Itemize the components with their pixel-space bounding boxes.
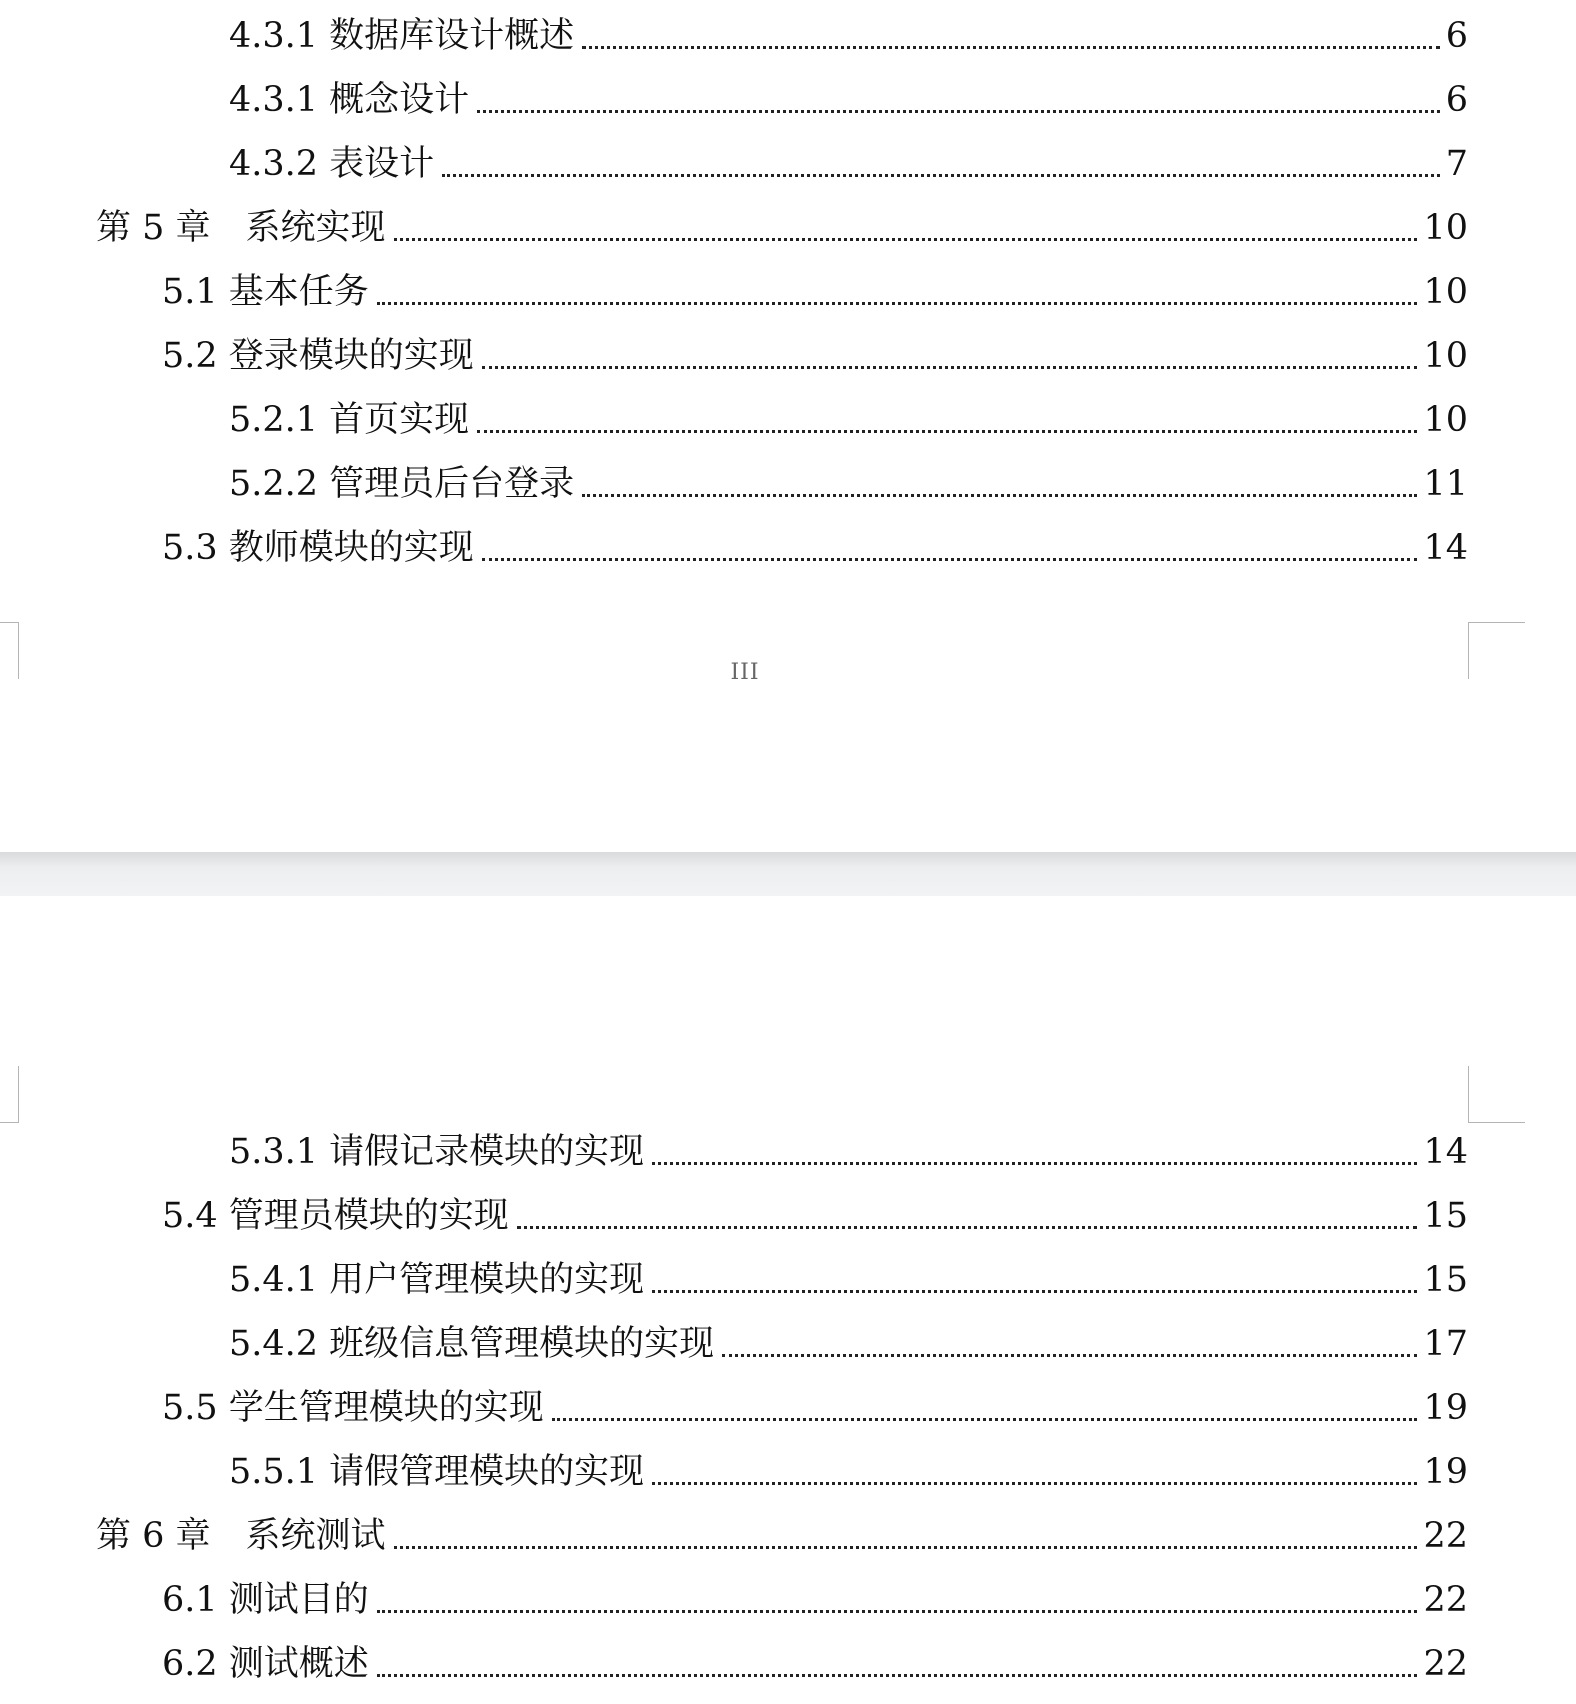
toc-entry-title: 第 5 章 系统实现	[96, 208, 386, 248]
toc-entry[interactable]	[229, 1440, 1468, 1492]
toc-leader-dots	[477, 110, 1440, 113]
toc-leader-dots	[652, 1290, 1417, 1293]
toc-leader-dots	[442, 174, 1440, 177]
toc-entry[interactable]	[229, 452, 1468, 504]
toc-entry[interactable]	[162, 1568, 1468, 1620]
toc-entry-page: 6	[1445, 80, 1468, 120]
toc-entry[interactable]	[229, 68, 1468, 120]
toc-leader-dots	[517, 1226, 1418, 1229]
toc-leader-dots	[377, 1610, 1418, 1613]
margin-corner-mark	[0, 1066, 19, 1123]
toc-entry[interactable]	[162, 260, 1468, 312]
toc-entry-page: 19	[1423, 1388, 1468, 1428]
toc-entry-page: 14	[1423, 1132, 1468, 1172]
toc-entry-title: 5.2 登录模块的实现	[162, 336, 474, 376]
toc-leader-dots	[377, 1674, 1418, 1677]
toc-entry-page: 17	[1423, 1324, 1468, 1364]
toc-entry-title: 5.4 管理员模块的实现	[162, 1196, 509, 1236]
toc-entry-title: 5.1 基本任务	[162, 272, 369, 312]
toc-entry-page: 10	[1423, 400, 1468, 440]
toc-entry-title: 5.5.1 请假管理模块的实现	[229, 1452, 645, 1492]
toc-entry-title: 5.2.1 首页实现	[229, 400, 470, 440]
toc-entry-page: 15	[1423, 1196, 1468, 1236]
toc-entry[interactable]	[162, 1184, 1468, 1236]
toc-entry[interactable]	[229, 1120, 1468, 1172]
toc-entry[interactable]	[229, 4, 1468, 56]
toc-entry-page: 22	[1423, 1644, 1468, 1684]
toc-entry-page: 10	[1423, 272, 1468, 312]
toc-entry-page: 11	[1423, 464, 1468, 504]
toc-entry-page: 15	[1423, 1260, 1468, 1300]
toc-entry-title: 5.3.1 请假记录模块的实现	[229, 1132, 645, 1172]
toc-leader-dots	[482, 366, 1418, 369]
margin-corner-mark	[0, 622, 19, 679]
toc-leader-dots	[477, 430, 1417, 433]
toc-entry[interactable]	[229, 1312, 1468, 1364]
toc-entry-title: 5.4.1 用户管理模块的实现	[229, 1260, 645, 1300]
toc-entry-page: 6	[1445, 16, 1468, 56]
toc-entry-title: 5.5 学生管理模块的实现	[162, 1388, 544, 1428]
toc-leader-dots	[582, 46, 1440, 49]
toc-entry-page: 22	[1423, 1516, 1468, 1556]
toc-entry-title: 6.1 测试目的	[162, 1580, 369, 1620]
toc-entry-chapter[interactable]	[96, 1504, 1468, 1556]
toc-entry-title: 5.3 教师模块的实现	[162, 528, 474, 568]
toc-leader-dots	[582, 494, 1417, 497]
toc-entry[interactable]	[229, 1248, 1468, 1300]
toc-entry-title: 4.3.1 概念设计	[229, 80, 470, 120]
toc-entry[interactable]	[162, 516, 1468, 568]
toc-leader-dots	[394, 1546, 1418, 1549]
toc-entry-page: 19	[1423, 1452, 1468, 1492]
toc-leader-dots	[722, 1354, 1417, 1357]
toc-entry-title: 4.3.2 表设计	[229, 144, 435, 184]
document-page-2	[0, 896, 1576, 1704]
page-number: III	[730, 660, 760, 685]
toc-entry-chapter[interactable]	[96, 196, 1468, 248]
toc-entry-page: 10	[1423, 336, 1468, 376]
toc-entry-page: 14	[1423, 528, 1468, 568]
toc-entry[interactable]	[162, 1632, 1468, 1684]
toc-entry[interactable]	[162, 324, 1468, 376]
toc-leader-dots	[652, 1162, 1417, 1165]
toc-entry-title: 6.2 测试概述	[162, 1644, 369, 1684]
toc-leader-dots	[394, 238, 1418, 241]
toc-leader-dots	[652, 1482, 1417, 1485]
toc-entry-title: 第 6 章 系统测试	[96, 1516, 386, 1556]
toc-entry-page: 22	[1423, 1580, 1468, 1620]
margin-corner-mark	[1468, 1066, 1525, 1123]
toc-leader-dots	[482, 558, 1418, 561]
toc-entry-title: 5.2.2 管理员后台登录	[229, 464, 575, 504]
toc-entry-page: 10	[1423, 208, 1468, 248]
margin-corner-mark	[1468, 622, 1525, 679]
toc-entry-page: 7	[1445, 144, 1468, 184]
toc-entry[interactable]	[229, 132, 1468, 184]
toc-entry-title: 5.4.2 班级信息管理模块的实现	[229, 1324, 715, 1364]
toc-entry[interactable]	[229, 388, 1468, 440]
toc-leader-dots	[377, 302, 1418, 305]
toc-entry[interactable]	[162, 1376, 1468, 1428]
page-separator	[0, 852, 1576, 896]
toc-entry-title: 4.3.1 数据库设计概述	[229, 16, 575, 56]
toc-leader-dots	[552, 1418, 1418, 1421]
